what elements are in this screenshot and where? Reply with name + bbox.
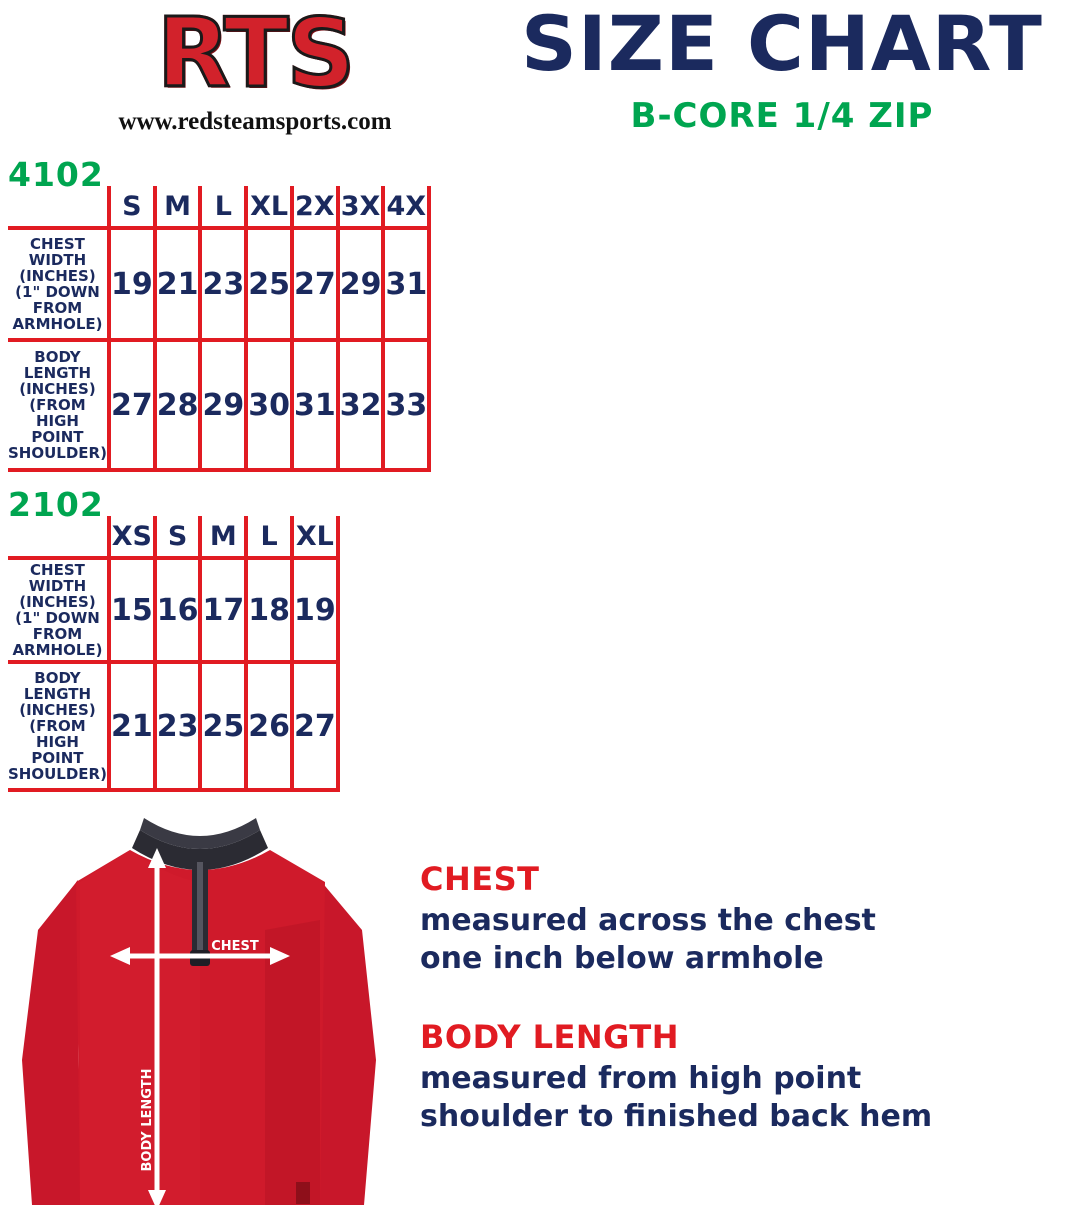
table-cell: 17 — [200, 558, 246, 662]
size-table — [8, 186, 431, 472]
table-cell: 25 — [246, 228, 292, 340]
table-cell: 23 — [155, 662, 201, 790]
size-chart-4102 — [8, 155, 888, 462]
table-row — [8, 340, 429, 470]
corner-cell — [8, 186, 109, 228]
table-cell: 16 — [155, 558, 201, 662]
column-header: M — [200, 516, 246, 558]
table-cell: 30 — [246, 340, 292, 470]
garment-illustration — [20, 810, 380, 1210]
table-row — [8, 228, 429, 340]
table-cell: 31 — [383, 228, 429, 340]
table-cell: 23 — [200, 228, 246, 340]
row-label: BODY LENGTH (INCHES) (FROM HIGH POINT SHOULDER) — [8, 662, 109, 790]
table-row — [8, 662, 338, 790]
table-cell: 32 — [338, 340, 384, 470]
column-header: S — [109, 186, 155, 228]
column-header: S — [155, 516, 201, 558]
logo-text: RTS — [40, 4, 470, 104]
row-label: BODY LENGTH (INCHES) (FROM HIGH POINT SHOULDER) — [8, 340, 109, 470]
column-header: XS — [109, 516, 155, 558]
column-header: 2X — [292, 186, 338, 228]
column-header: L — [200, 186, 246, 228]
spacer — [420, 978, 1060, 1018]
row-label: CHEST WIDTH (INCHES) (1" DOWN FROM ARMHOLE) — [8, 228, 109, 340]
table-cell: 33 — [383, 340, 429, 470]
title-block — [502, 0, 1062, 136]
table-header-row — [8, 516, 338, 558]
body-length-description-line2: shoulder to finished back hem — [420, 1099, 933, 1134]
table-cell: 26 — [246, 662, 292, 790]
table-cell: 21 — [155, 228, 201, 340]
body-length-description-line1: measured from high point — [420, 1061, 862, 1096]
brand-logo — [40, 0, 470, 136]
body-length-description — [420, 1060, 1060, 1136]
brand-website: www.redsteamsports.com — [118, 108, 392, 135]
table-cell: 15 — [109, 558, 155, 662]
table-cell: 27 — [109, 340, 155, 470]
column-header: L — [246, 516, 292, 558]
chest-description-line2: one inch below armhole — [420, 941, 824, 976]
table-cell: 18 — [246, 558, 292, 662]
table-cell: 27 — [292, 228, 338, 340]
page-header — [0, 0, 1080, 150]
size-chart-2102 — [8, 485, 678, 785]
table-cell: 28 — [155, 340, 201, 470]
style-code-4102: 4102 — [8, 155, 104, 194]
measurement-guide — [0, 800, 1080, 1211]
chest-description — [420, 902, 1060, 978]
column-header: XL — [246, 186, 292, 228]
column-header: 3X — [338, 186, 384, 228]
column-header: M — [155, 186, 201, 228]
chest-measure-label: CHEST — [211, 939, 259, 954]
table-row — [8, 558, 338, 662]
table-cell: 25 — [200, 662, 246, 790]
table-header-row — [8, 186, 429, 228]
style-code-2102: 2102 — [8, 485, 104, 524]
measure-descriptions — [420, 860, 1060, 1136]
corner-cell — [8, 516, 109, 558]
chest-heading: CHEST — [420, 860, 540, 898]
column-header: 4X — [383, 186, 429, 228]
table-cell: 29 — [338, 228, 384, 340]
table-cell: 31 — [292, 340, 338, 470]
body-length-measure-label: BODY LENGTH — [140, 1068, 155, 1172]
table-cell: 19 — [292, 558, 338, 662]
chest-description-line1: measured across the chest — [420, 903, 876, 938]
size-table — [8, 516, 340, 792]
table-cell: 21 — [109, 662, 155, 790]
page-subtitle: B-CORE 1/4 ZIP — [630, 96, 934, 136]
table-cell: 29 — [200, 340, 246, 470]
table-cell: 19 — [109, 228, 155, 340]
column-header: XL — [292, 516, 338, 558]
row-label: CHEST WIDTH (INCHES) (1" DOWN FROM ARMHOLE) — [8, 558, 109, 662]
quarter-zip-shirt-icon — [20, 810, 380, 1210]
body-length-heading: BODY LENGTH — [420, 1018, 679, 1056]
page-title: SIZE CHART — [521, 0, 1043, 88]
table-cell: 27 — [292, 662, 338, 790]
